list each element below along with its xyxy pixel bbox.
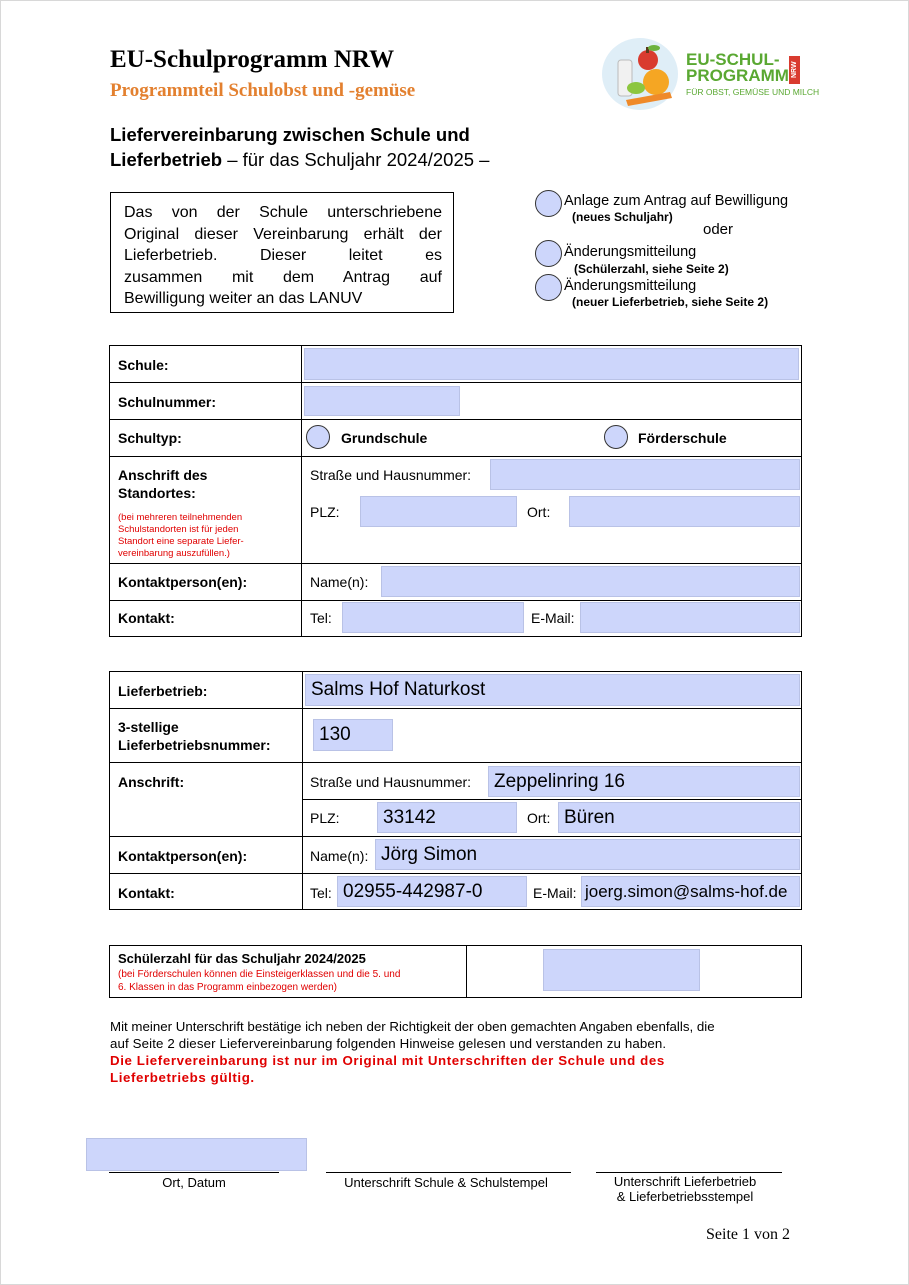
school-email-field[interactable] xyxy=(580,602,800,633)
signature-label-line: Unterschrift Lieferbetrieb xyxy=(613,1174,757,1189)
option-or-label: oder xyxy=(703,221,734,238)
supplier-number-label: Lieferbetriebsnummer: xyxy=(118,737,271,753)
school-address-note xyxy=(118,512,244,560)
school-email-label: E-Mail: xyxy=(531,610,575,626)
doc-title: EU-Schulprogramm NRW xyxy=(110,46,395,73)
table-divider xyxy=(109,419,802,420)
school-type-primary-label: Grundschule xyxy=(341,430,428,446)
supplier-zip-field[interactable]: 33142 xyxy=(377,802,517,833)
supplier-number-field[interactable]: 130 xyxy=(313,719,393,751)
page-number: Seite 1 von 2 xyxy=(706,1226,790,1243)
supplier-signature-label xyxy=(590,1174,780,1204)
notice-line: Bewilligung weiter an das LANUV xyxy=(124,290,363,307)
school-contact-person-label: Kontaktperson(en): xyxy=(118,574,248,590)
school-name-label: Schule: xyxy=(118,357,169,373)
note-line: Standort eine separate Liefer- xyxy=(118,536,244,547)
school-city-label: Ort: xyxy=(527,504,551,520)
confirmation-line: auf Seite 2 dieser Liefervereinbarung folgenden Hinweise gelesen und verstanden zu haben. xyxy=(110,1036,667,1051)
school-street-label: Straße und Hausnummer: xyxy=(310,467,472,483)
option-supplier-change-sub: (neuer Lieferbetrieb, siehe Seite 2) xyxy=(572,295,769,309)
logo-text-2: PROGRAMM xyxy=(686,66,789,85)
note-line: vereinbarung auszufüllen.) xyxy=(118,548,230,559)
supplier-name-field[interactable]: Salms Hof Naturkost xyxy=(305,674,800,706)
notice-line: Das von der Schule unterschriebene xyxy=(124,204,442,221)
notice-line: Original dieser Vereinbarung erhält der xyxy=(124,225,442,243)
table-divider xyxy=(109,456,802,457)
program-logo xyxy=(600,30,820,120)
note-line: (bei mehreren teilnehmenden xyxy=(118,512,243,523)
school-type-special-label: Förderschule xyxy=(638,430,727,446)
table-divider xyxy=(302,799,802,800)
supplier-contact-label: Kontakt: xyxy=(118,885,175,901)
doc-subtitle: Programmteil Schulobst und -gemüse xyxy=(110,80,416,101)
school-signature-label: Unterschrift Schule & Schulstempel xyxy=(344,1175,548,1190)
student-count-label: Schülerzahl für das Schuljahr 2024/2025 xyxy=(118,951,366,966)
heading-school-year: – für das Schuljahr 2024/2025 – xyxy=(222,149,490,170)
option-new-year-sub: (neues Schuljahr) xyxy=(572,210,673,224)
place-date-label: Ort, Datum xyxy=(162,1175,226,1190)
place-date-field[interactable] xyxy=(86,1138,307,1171)
table-divider xyxy=(301,345,302,637)
option-supplier-change-label: Änderungsmitteilung xyxy=(564,278,697,294)
option-student-change-sub: (Schülerzahl, siehe Seite 2) xyxy=(574,262,729,276)
school-number-label: Schulnummer: xyxy=(118,394,217,410)
note-line: 6. Klassen in das Programm einbezogen werden) xyxy=(118,982,338,993)
supplier-contact-name-field[interactable]: Jörg Simon xyxy=(375,839,800,870)
table-divider xyxy=(109,382,802,383)
school-tel-label: Tel: xyxy=(310,610,332,626)
table-divider xyxy=(466,945,467,998)
signature-line xyxy=(596,1172,782,1173)
signature-label-line: & Lieferbetriebsstempel xyxy=(616,1189,754,1204)
logo-text-1: EU-SCHUL- xyxy=(686,50,780,69)
table-divider xyxy=(109,563,802,564)
school-contact-label: Kontakt: xyxy=(118,610,175,626)
logo-claim: FÜR OBST, GEMÜSE UND MILCH xyxy=(686,87,820,97)
supplier-name-person-label: Name(n): xyxy=(310,848,369,864)
supplier-tel-field[interactable]: 02955-442987-0 xyxy=(337,876,527,907)
school-street-field[interactable] xyxy=(490,459,800,490)
school-name-person-label: Name(n): xyxy=(310,574,369,590)
supplier-email-field[interactable]: joerg.simon@salms-hof.de xyxy=(581,876,800,907)
supplier-city-field[interactable]: Büren xyxy=(558,802,800,833)
school-tel-field[interactable] xyxy=(342,602,524,633)
validity-warning: Lieferbetriebs gültig. xyxy=(110,1070,255,1085)
school-type-label: Schultyp: xyxy=(118,430,182,446)
school-type-primary-radio[interactable] xyxy=(306,425,330,449)
school-type-special-radio[interactable] xyxy=(604,425,628,449)
supplier-street-field[interactable]: Zeppelinring 16 xyxy=(488,766,800,797)
logo-nrw-tag: NRW xyxy=(789,56,800,84)
signature-line xyxy=(109,1172,279,1173)
heading-supplier-word: Lieferbetrieb xyxy=(110,149,223,170)
supplier-street-label: Straße und Hausnummer: xyxy=(310,774,472,790)
validity-warning: Die Liefervereinbarung ist nur im Original mit Unterschriften der Schule und des xyxy=(110,1053,665,1068)
supplier-tel-label: Tel: xyxy=(310,885,332,901)
school-zip-field[interactable] xyxy=(360,496,517,527)
heading-line-1: Liefervereinbarung zwischen Schule und xyxy=(110,124,470,145)
student-count-field[interactable] xyxy=(543,949,700,991)
supplier-name-label: Lieferbetrieb: xyxy=(118,683,208,699)
notice-line: Lieferbetrieb. Dieser leitet es xyxy=(124,247,442,264)
school-number-field[interactable] xyxy=(304,386,460,416)
table-divider xyxy=(109,873,802,874)
student-count-note xyxy=(118,968,400,994)
notice-line: zusammen mit dem Antrag auf xyxy=(124,268,442,286)
supplier-city-label: Ort: xyxy=(527,810,551,826)
option-supplier-change-radio[interactable] xyxy=(535,274,562,301)
table-divider xyxy=(109,708,802,709)
option-student-change-radio[interactable] xyxy=(535,240,562,267)
school-zip-label: PLZ: xyxy=(310,504,340,520)
supplier-contact-person-label: Kontaktperson(en): xyxy=(118,848,248,864)
heading-line-2 xyxy=(110,149,489,171)
option-student-change-label: Änderungsmitteilung xyxy=(564,244,697,260)
table-divider xyxy=(109,762,802,763)
note-line: Schulstandorten ist für jeden xyxy=(118,524,239,535)
option-new-year-label: Anlage zum Antrag auf Bewilligung xyxy=(564,193,789,209)
option-new-year-radio[interactable] xyxy=(535,190,562,217)
table-divider xyxy=(109,600,802,601)
notice-box xyxy=(110,192,454,313)
school-contact-name-field[interactable] xyxy=(381,566,800,597)
signature-line xyxy=(326,1172,571,1173)
note-line: (bei Förderschulen können die Einsteigerklassen und die 5. und xyxy=(118,969,401,980)
table-divider xyxy=(109,836,802,837)
supplier-email-label: E-Mail: xyxy=(533,885,577,901)
supplier-zip-label: PLZ: xyxy=(310,810,340,826)
supplier-address-label: Anschrift: xyxy=(118,774,185,790)
school-address-label: Anschrift des xyxy=(118,467,208,483)
fruit-logo-icon xyxy=(600,30,680,116)
table-divider xyxy=(302,671,303,910)
school-address-label: Standortes: xyxy=(118,485,196,501)
school-name-field[interactable] xyxy=(304,348,799,380)
confirmation-line: Mit meiner Unterschrift bestätige ich neben der Richtigkeit der oben gemachten Angaben ebenfalls, die xyxy=(110,1019,715,1034)
school-city-field[interactable] xyxy=(569,496,800,527)
supplier-number-label: 3-stellige xyxy=(118,719,179,735)
confirmation-text xyxy=(110,1018,715,1086)
